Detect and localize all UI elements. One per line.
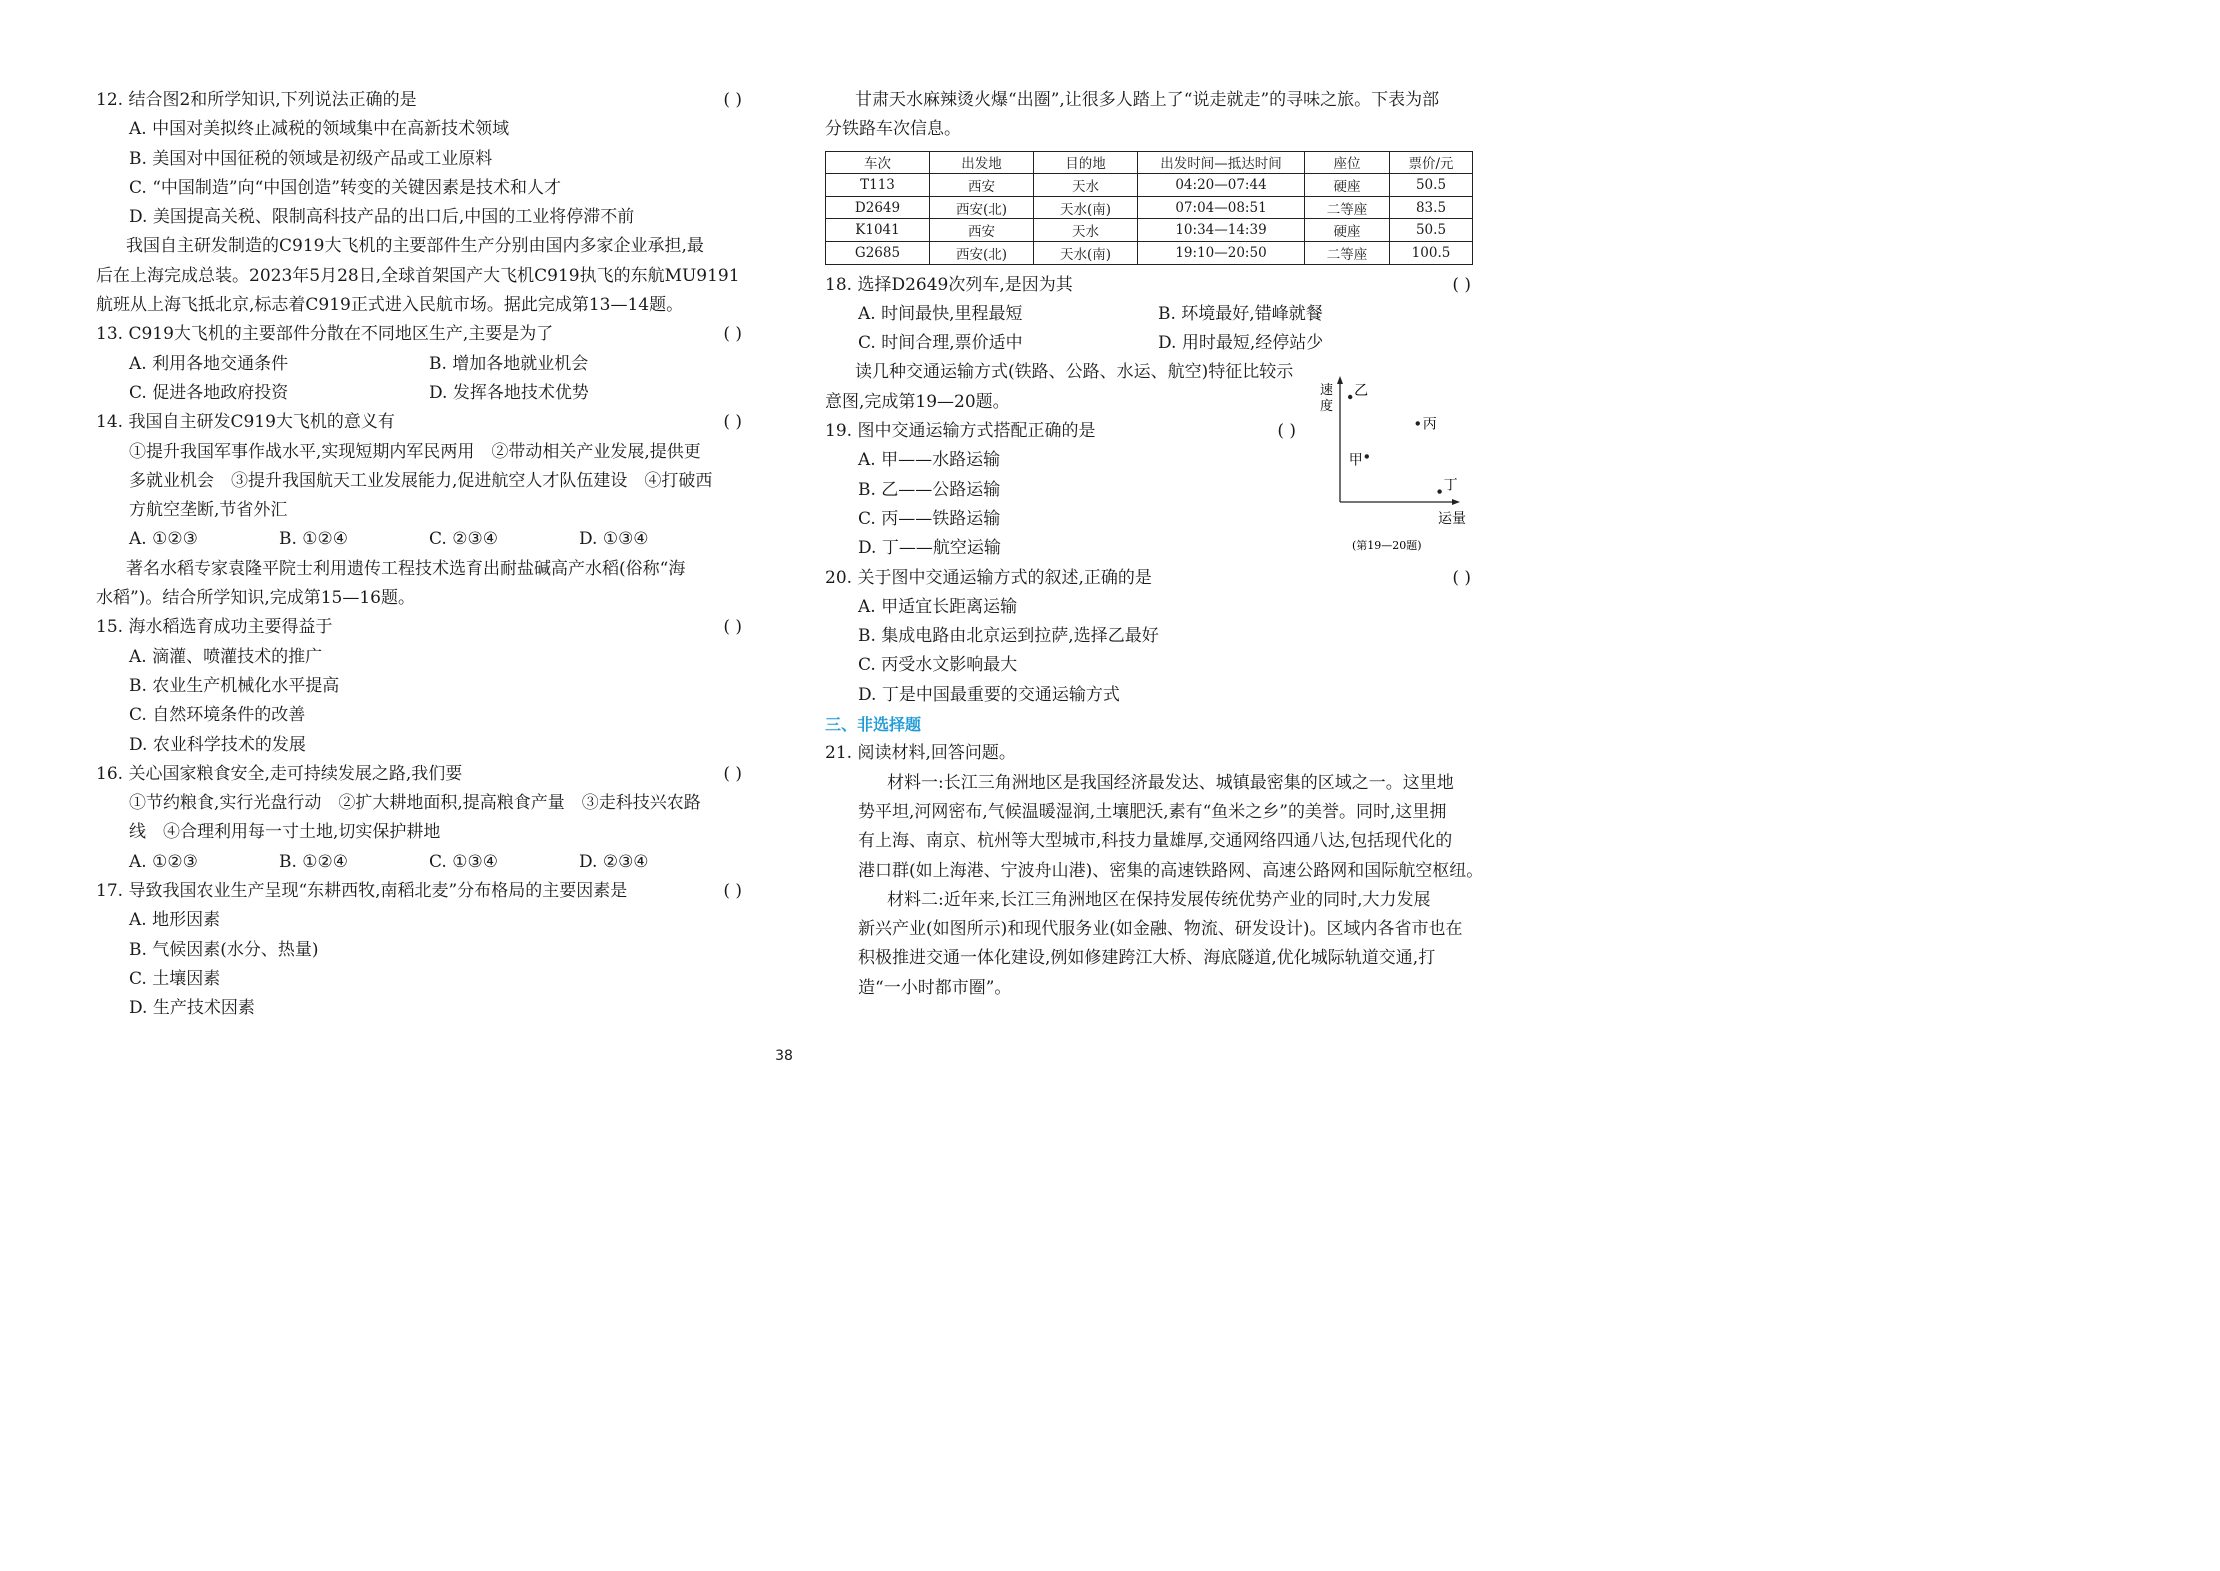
question-14 bbox=[96, 408, 746, 437]
page-number: 38 bbox=[775, 1048, 793, 1064]
question-stem: 17. 导致我国农业生产呈现“东耕西牧,南稻北麦”分布格局的主要因素是 bbox=[96, 881, 628, 902]
option: A. 地形因素 bbox=[129, 910, 221, 931]
data-point bbox=[1348, 395, 1352, 399]
y-axis-label-char1: 速 bbox=[1320, 383, 1334, 398]
table-cell: 83.5 bbox=[1390, 196, 1473, 219]
table-cell: 10:34—14:39 bbox=[1138, 219, 1305, 242]
option: B. 农业生产机械化水平提高 bbox=[129, 675, 340, 696]
y-axis-arrow-icon bbox=[1337, 376, 1343, 384]
option: A. 滴灌、喷灌技术的推广 bbox=[129, 646, 323, 667]
data-point bbox=[1365, 454, 1369, 458]
figure-points bbox=[1348, 383, 1458, 494]
table-cell: 07:04—08:51 bbox=[1138, 196, 1305, 219]
table-cell: 西安 bbox=[930, 174, 1034, 197]
option: D. ②③④ bbox=[579, 851, 649, 872]
answer-bracket: ( ) bbox=[723, 412, 742, 433]
figure-caption: (第19—20题) bbox=[1352, 539, 1422, 552]
material-line: 我国自主研发制造的C919大飞机的主要部件生产分别由国内多家企业承担,最 bbox=[126, 236, 704, 257]
option: D. 丁是中国最重要的交通运输方式 bbox=[858, 684, 1120, 705]
option: B. 气候因素(水分、热量) bbox=[129, 939, 319, 960]
table-row bbox=[826, 241, 1473, 264]
table-cell: 100.5 bbox=[1390, 241, 1473, 264]
option: D. 美国提高关税、限制高科技产品的出口后,中国的工业将停滞不前 bbox=[129, 207, 635, 228]
option: A. 中国对美拟终止减税的领域集中在高新技术领域 bbox=[129, 119, 510, 140]
material-line: 意图,完成第19—20题。 bbox=[825, 391, 1010, 412]
answer-bracket: ( ) bbox=[723, 90, 742, 110]
right-column bbox=[825, 86, 1484, 1003]
material-line: 材料一:长江三角洲地区是我国经济最发达、城镇最密集的区域之一。这里地 bbox=[887, 772, 1454, 793]
question-20 bbox=[825, 564, 1475, 593]
material-line: 甘肃天水麻辣烫火爆“出圈”,让很多人踏上了“说走就走”的寻味之旅。下表为部 bbox=[855, 90, 1440, 110]
material-line: 著名水稻专家袁隆平院士利用遗传工程技术选育出耐盐碱高产水稻(俗称“海 bbox=[126, 558, 686, 579]
question-stem: 18. 选择D2649次列车,是因为其 bbox=[825, 274, 1073, 295]
question-21 bbox=[825, 739, 1475, 768]
column-header: 目的地 bbox=[1034, 151, 1138, 174]
option: D. 发挥各地技术优势 bbox=[429, 382, 589, 403]
option: B. 集成电路由北京运到拉萨,选择乙最好 bbox=[858, 626, 1159, 647]
table-cell: D2649 bbox=[826, 196, 930, 219]
statement-line: ①节约粮食,实行光盘行动 ②扩大耕地面积,提高粮食产量 ③走科技兴农路 bbox=[129, 793, 701, 814]
option: D. 生产技术因素 bbox=[129, 998, 255, 1019]
exam-page bbox=[0, 0, 1568, 1109]
option: C. 丙——铁路运输 bbox=[858, 508, 1001, 529]
table-cell: 二等座 bbox=[1305, 196, 1390, 219]
option: C. ②③④ bbox=[429, 529, 498, 550]
data-point-label: 乙 bbox=[1354, 383, 1369, 399]
option-row bbox=[96, 379, 746, 408]
table-cell: 04:20—07:44 bbox=[1138, 174, 1305, 197]
material-line: 港口群(如上海港、宁波舟山港)、密集的高速铁路网、高速公路网和国际航空枢纽。 bbox=[858, 860, 1484, 881]
option: A. 甲适宜长距离运输 bbox=[858, 596, 1018, 617]
option: B. ①②④ bbox=[279, 851, 349, 872]
question-stem: 13. C919大飞机的主要部件分散在不同地区生产,主要是为了 bbox=[96, 324, 554, 345]
table-cell: G2685 bbox=[826, 241, 930, 264]
option-row bbox=[96, 350, 746, 379]
table-cell: 西安(北) bbox=[930, 196, 1034, 219]
question-12 bbox=[96, 86, 746, 115]
question-stem: 15. 海水稻选育成功主要得益于 bbox=[96, 617, 333, 638]
option: B. 美国对中国征税的领域是初级产品或工业原料 bbox=[129, 148, 493, 169]
option: C. 自然环境条件的改善 bbox=[129, 705, 306, 726]
option: A. 利用各地交通条件 bbox=[129, 353, 289, 374]
data-point bbox=[1437, 489, 1441, 493]
option: D. ①③④ bbox=[579, 529, 649, 550]
option: A. 甲——水路运输 bbox=[858, 450, 1001, 471]
table-row bbox=[826, 174, 1473, 197]
y-axis-label bbox=[1320, 382, 1337, 414]
material-line: 材料二:近年来,长江三角洲地区在保持发展传统优势产业的同时,大力发展 bbox=[887, 889, 1431, 910]
question-stem: 14. 我国自主研发C919大飞机的意义有 bbox=[96, 412, 395, 433]
answer-bracket: ( ) bbox=[1452, 274, 1471, 295]
column-header: 座位 bbox=[1305, 151, 1390, 174]
option: B. 增加各地就业机会 bbox=[429, 353, 589, 374]
table-row bbox=[826, 219, 1473, 242]
column-header: 出发时间—抵达时间 bbox=[1138, 151, 1305, 174]
option: D. 农业科学技术的发展 bbox=[129, 734, 306, 755]
left-column bbox=[96, 86, 746, 1024]
option-row bbox=[825, 329, 1475, 358]
question-stem: 16. 关心国家粮食安全,走可持续发展之路,我们要 bbox=[96, 763, 463, 784]
question-stem: 19. 图中交通运输方式搭配正确的是 bbox=[825, 421, 1096, 442]
table-cell: 二等座 bbox=[1305, 241, 1390, 264]
answer-bracket: ( ) bbox=[1277, 421, 1296, 442]
x-axis-label: 运量 bbox=[1438, 511, 1466, 527]
table-cell: 硬座 bbox=[1305, 219, 1390, 242]
question-stem: 20. 关于图中交通运输方式的叙述,正确的是 bbox=[825, 567, 1152, 588]
question-15 bbox=[96, 613, 746, 642]
option: C. “中国制造”向“中国创造”转变的关键因素是技术和人才 bbox=[129, 177, 561, 198]
statement-line: 多就业机会 ③提升我国航天工业发展能力,促进航空人才队伍建设 ④打破西 bbox=[129, 470, 713, 491]
data-point bbox=[1416, 421, 1420, 425]
material-line: 新兴产业(如图所示)和现代服务业(如金融、物流、研发设计)。区域内各省市也在 bbox=[858, 919, 1463, 940]
option: D. 用时最短,经停站少 bbox=[1158, 333, 1324, 354]
table-cell: 天水(南) bbox=[1034, 241, 1138, 264]
option: A. ①②③ bbox=[129, 529, 198, 550]
question-stem: 21. 阅读材料,回答问题。 bbox=[825, 743, 1016, 764]
option: A. ①②③ bbox=[129, 851, 198, 872]
option: B. 乙——公路运输 bbox=[858, 479, 1001, 500]
question-18 bbox=[825, 271, 1475, 300]
table-cell: 50.5 bbox=[1390, 174, 1473, 197]
answer-bracket: ( ) bbox=[723, 324, 742, 345]
column-header: 车次 bbox=[826, 151, 930, 174]
table-row bbox=[826, 196, 1473, 219]
option: C. 促进各地政府投资 bbox=[129, 382, 289, 403]
answer-bracket: ( ) bbox=[723, 763, 742, 784]
question-17 bbox=[96, 877, 746, 906]
material-line: 分铁路车次信息。 bbox=[825, 119, 961, 140]
data-point-label: 甲 bbox=[1348, 452, 1363, 469]
question-16 bbox=[96, 760, 746, 789]
column-header: 出发地 bbox=[930, 151, 1034, 174]
data-point-label: 丁 bbox=[1443, 477, 1458, 494]
option: B. ①②④ bbox=[279, 529, 349, 550]
material-line: 造“一小时都市圈”。 bbox=[858, 977, 1012, 998]
answer-bracket: ( ) bbox=[723, 881, 742, 902]
section-heading: 三、非选择题 bbox=[825, 715, 922, 735]
question-13 bbox=[96, 320, 746, 349]
table-cell: 西安 bbox=[930, 219, 1034, 242]
option: D. 丁——航空运输 bbox=[858, 538, 1001, 559]
table-cell: 天水 bbox=[1034, 219, 1138, 242]
option-row bbox=[825, 300, 1475, 329]
option-row bbox=[96, 848, 746, 877]
option: C. 丙受水文影响最大 bbox=[858, 655, 1018, 676]
option-row bbox=[96, 525, 746, 554]
column-header: 票价/元 bbox=[1390, 151, 1473, 174]
option: A. 时间最快,里程最短 bbox=[858, 303, 1023, 324]
option: C. ①③④ bbox=[429, 851, 498, 872]
transport-comparison-figure bbox=[1320, 376, 1480, 556]
material-line: 水稻”)。结合所学知识,完成第15—16题。 bbox=[96, 588, 415, 609]
material-line: 读几种交通运输方式(铁路、公路、水运、航空)特征比较示 bbox=[855, 362, 1294, 383]
x-axis-arrow-icon bbox=[1452, 499, 1460, 505]
material-line: 后在上海完成总装。2023年5月28日,全球首架国产大飞机C919执飞的东航MU9191 bbox=[96, 265, 740, 286]
answer-bracket: ( ) bbox=[723, 617, 742, 638]
statement-line: 线 ④合理利用每一寸土地,切实保护耕地 bbox=[129, 822, 441, 843]
statement-line: ①提升我国军事作战水平,实现短期内军民两用 ②带动相关产业发展,提供更 bbox=[129, 441, 701, 462]
data-point-label: 丙 bbox=[1422, 416, 1437, 433]
option: C. 土壤因素 bbox=[129, 968, 221, 989]
table-cell: 西安(北) bbox=[930, 241, 1034, 264]
material-line: 积极推进交通一体化建设,例如修建跨江大桥、海底隧道,优化城际轨道交通,打 bbox=[858, 948, 1436, 969]
table-cell: 天水(南) bbox=[1034, 196, 1138, 219]
option: C. 时间合理,票价适中 bbox=[858, 333, 1023, 354]
question-stem: 12. 结合图2和所学知识,下列说法正确的是 bbox=[96, 90, 417, 110]
material-line: 有上海、南京、杭州等大型城市,科技力量雄厚,交通网络四通八达,包括现代化的 bbox=[858, 831, 1453, 852]
statement-line: 方航空垄断,节省外汇 bbox=[129, 500, 288, 521]
option: B. 环境最好,错峰就餐 bbox=[1158, 303, 1323, 324]
table-cell: 19:10—20:50 bbox=[1138, 241, 1305, 264]
table-cell: 50.5 bbox=[1390, 219, 1473, 242]
y-axis-label-char2: 度 bbox=[1320, 399, 1334, 414]
material-line: 势平坦,河网密布,气候温暖湿润,土壤肥沃,素有“鱼米之乡”的美誉。同时,这里拥 bbox=[858, 801, 1447, 822]
material-line: 航班从上海飞抵北京,标志着C919正式进入民航市场。据此完成第13—14题。 bbox=[96, 295, 684, 316]
table-header-row bbox=[826, 151, 1473, 174]
train-table bbox=[825, 151, 1473, 265]
answer-bracket: ( ) bbox=[1452, 567, 1471, 588]
table-cell: 硬座 bbox=[1305, 174, 1390, 197]
question-19 bbox=[825, 417, 1300, 446]
figure-svg bbox=[1320, 376, 1480, 556]
table-cell: T113 bbox=[826, 174, 930, 197]
table-cell: 天水 bbox=[1034, 174, 1138, 197]
table-cell: K1041 bbox=[826, 219, 930, 242]
